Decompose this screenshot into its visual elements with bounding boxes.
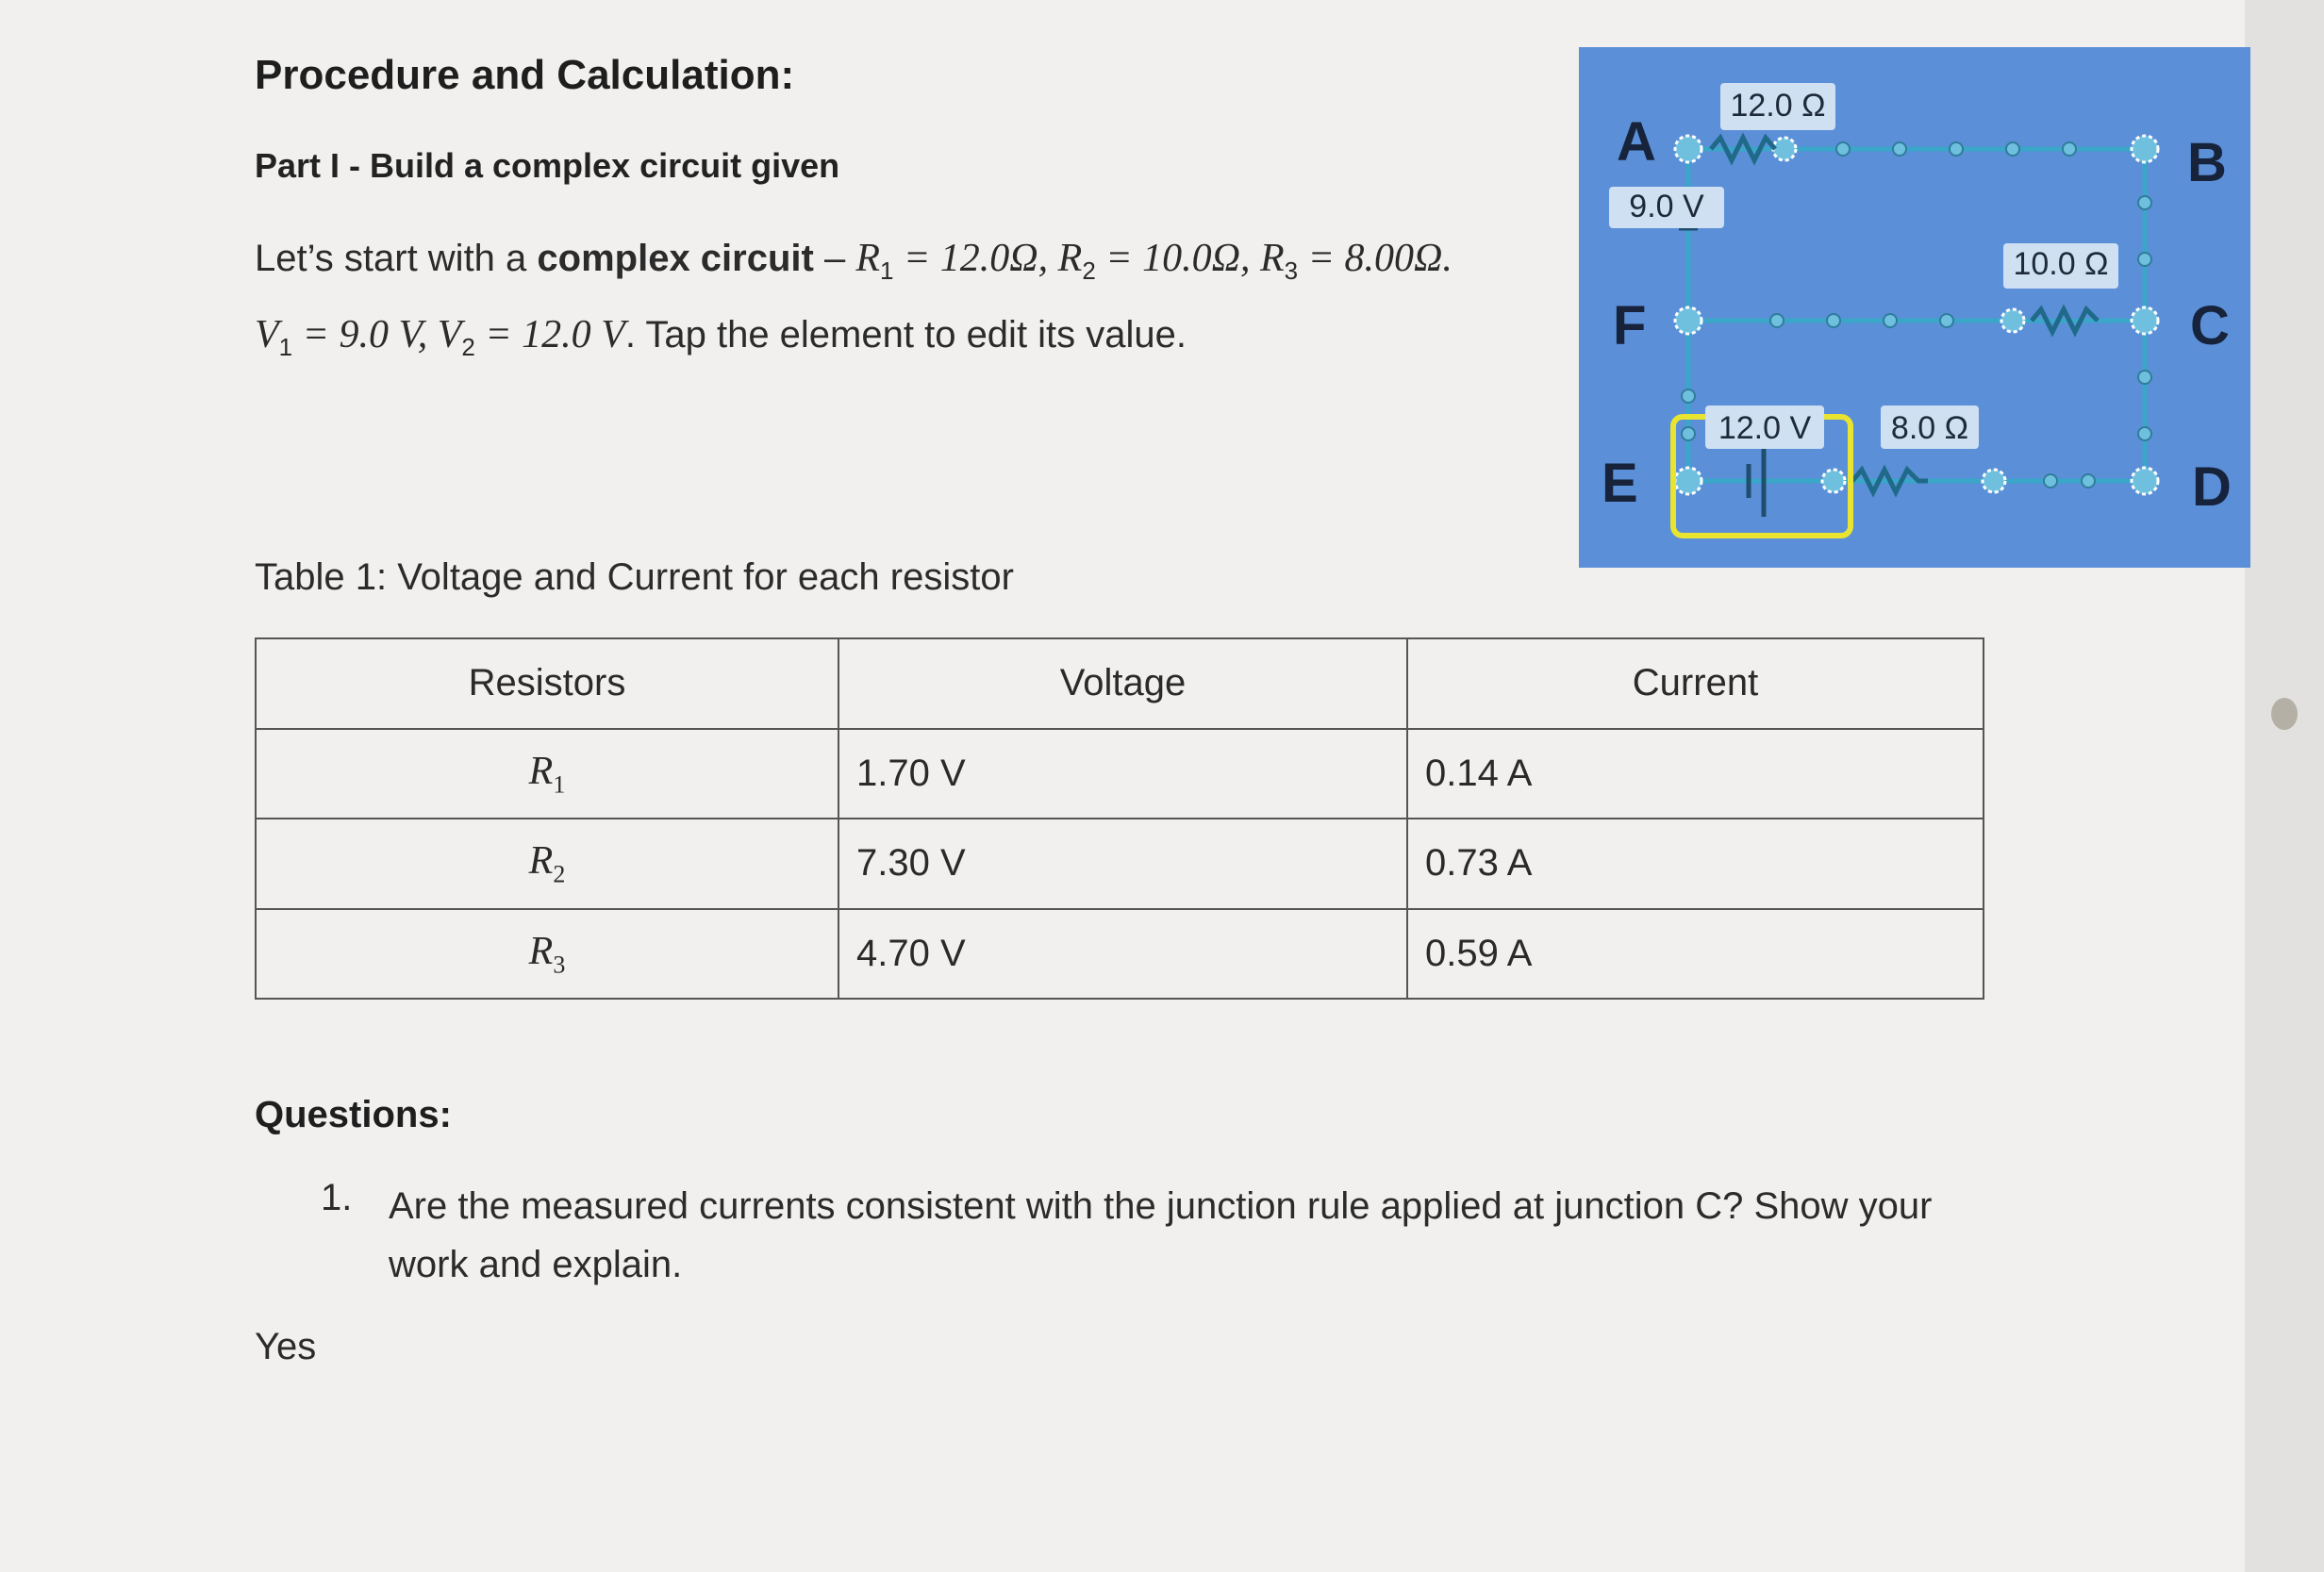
table-header-row xyxy=(256,638,1984,729)
questions-heading: Questions: xyxy=(255,1094,452,1135)
answer-text[interactable]: Yes xyxy=(255,1326,317,1367)
current-cell[interactable]: 0.14 A xyxy=(1407,729,1984,819)
node-e: E xyxy=(1602,453,1638,514)
label-r-mid: 10.0 Ω xyxy=(2013,246,2109,282)
resistor-cell: $R_1$ xyxy=(256,729,838,819)
voltage-cell[interactable]: 4.70 V xyxy=(838,909,1407,1000)
circuit-svg xyxy=(1579,47,2250,568)
table-caption: Table 1: Voltage and Current for each resistor xyxy=(255,556,1014,598)
intro-bold-term: complex circuit xyxy=(537,238,814,279)
question-text: Are the measured currents consistent with the junction rule applied at junction C? Show your work and explain. xyxy=(389,1185,1933,1285)
screen-smudge xyxy=(2271,698,2298,730)
question-number: 1. xyxy=(321,1177,353,1218)
node-d: D xyxy=(2192,456,2232,518)
node-a: A xyxy=(1617,111,1656,173)
part-heading: Part I - Build a complex circuit given xyxy=(255,146,840,185)
label-v-bottom: 12.0 V xyxy=(1718,410,1812,446)
header-resistors: Resistors xyxy=(256,638,838,729)
table-row xyxy=(256,729,1984,819)
current-cell[interactable]: 0.73 A xyxy=(1407,819,1984,909)
node-b: B xyxy=(2187,132,2227,193)
resistor-cell: $R_2$ xyxy=(256,819,838,909)
label-v-left: 9.0 V xyxy=(1629,189,1704,224)
node-c: C xyxy=(2190,295,2230,356)
circuit-diagram[interactable] xyxy=(1579,47,2250,568)
intro-paragraph: Let’s start with a complex circuit – $R_1 = 12.0\Omega$, $R_2 = 10.0\Omega$, $R_3 = 8.00\Omega$. $V_1 = 9.0$ V, $V_2 = 12.0$ V. Tap the element to edit its value. xyxy=(255,237,1452,361)
section-heading: Procedure and Calculation: xyxy=(255,52,795,98)
results-table xyxy=(255,637,1984,1000)
voltage-cell[interactable]: 1.70 V xyxy=(838,729,1407,819)
node-f: F xyxy=(1613,295,1647,356)
resistor-cell: $R_3$ xyxy=(256,909,838,1000)
screen-edge xyxy=(2245,0,2324,1572)
voltage-cell[interactable]: 7.30 V xyxy=(838,819,1407,909)
header-current: Current xyxy=(1407,638,1984,729)
current-cell[interactable]: 0.59 A xyxy=(1407,909,1984,1000)
table-row xyxy=(256,909,1984,1000)
label-r-bottom: 8.0 Ω xyxy=(1890,410,1969,446)
table-row xyxy=(256,819,1984,909)
label-r-top: 12.0 Ω xyxy=(1730,88,1826,124)
header-voltage: Voltage xyxy=(838,638,1407,729)
